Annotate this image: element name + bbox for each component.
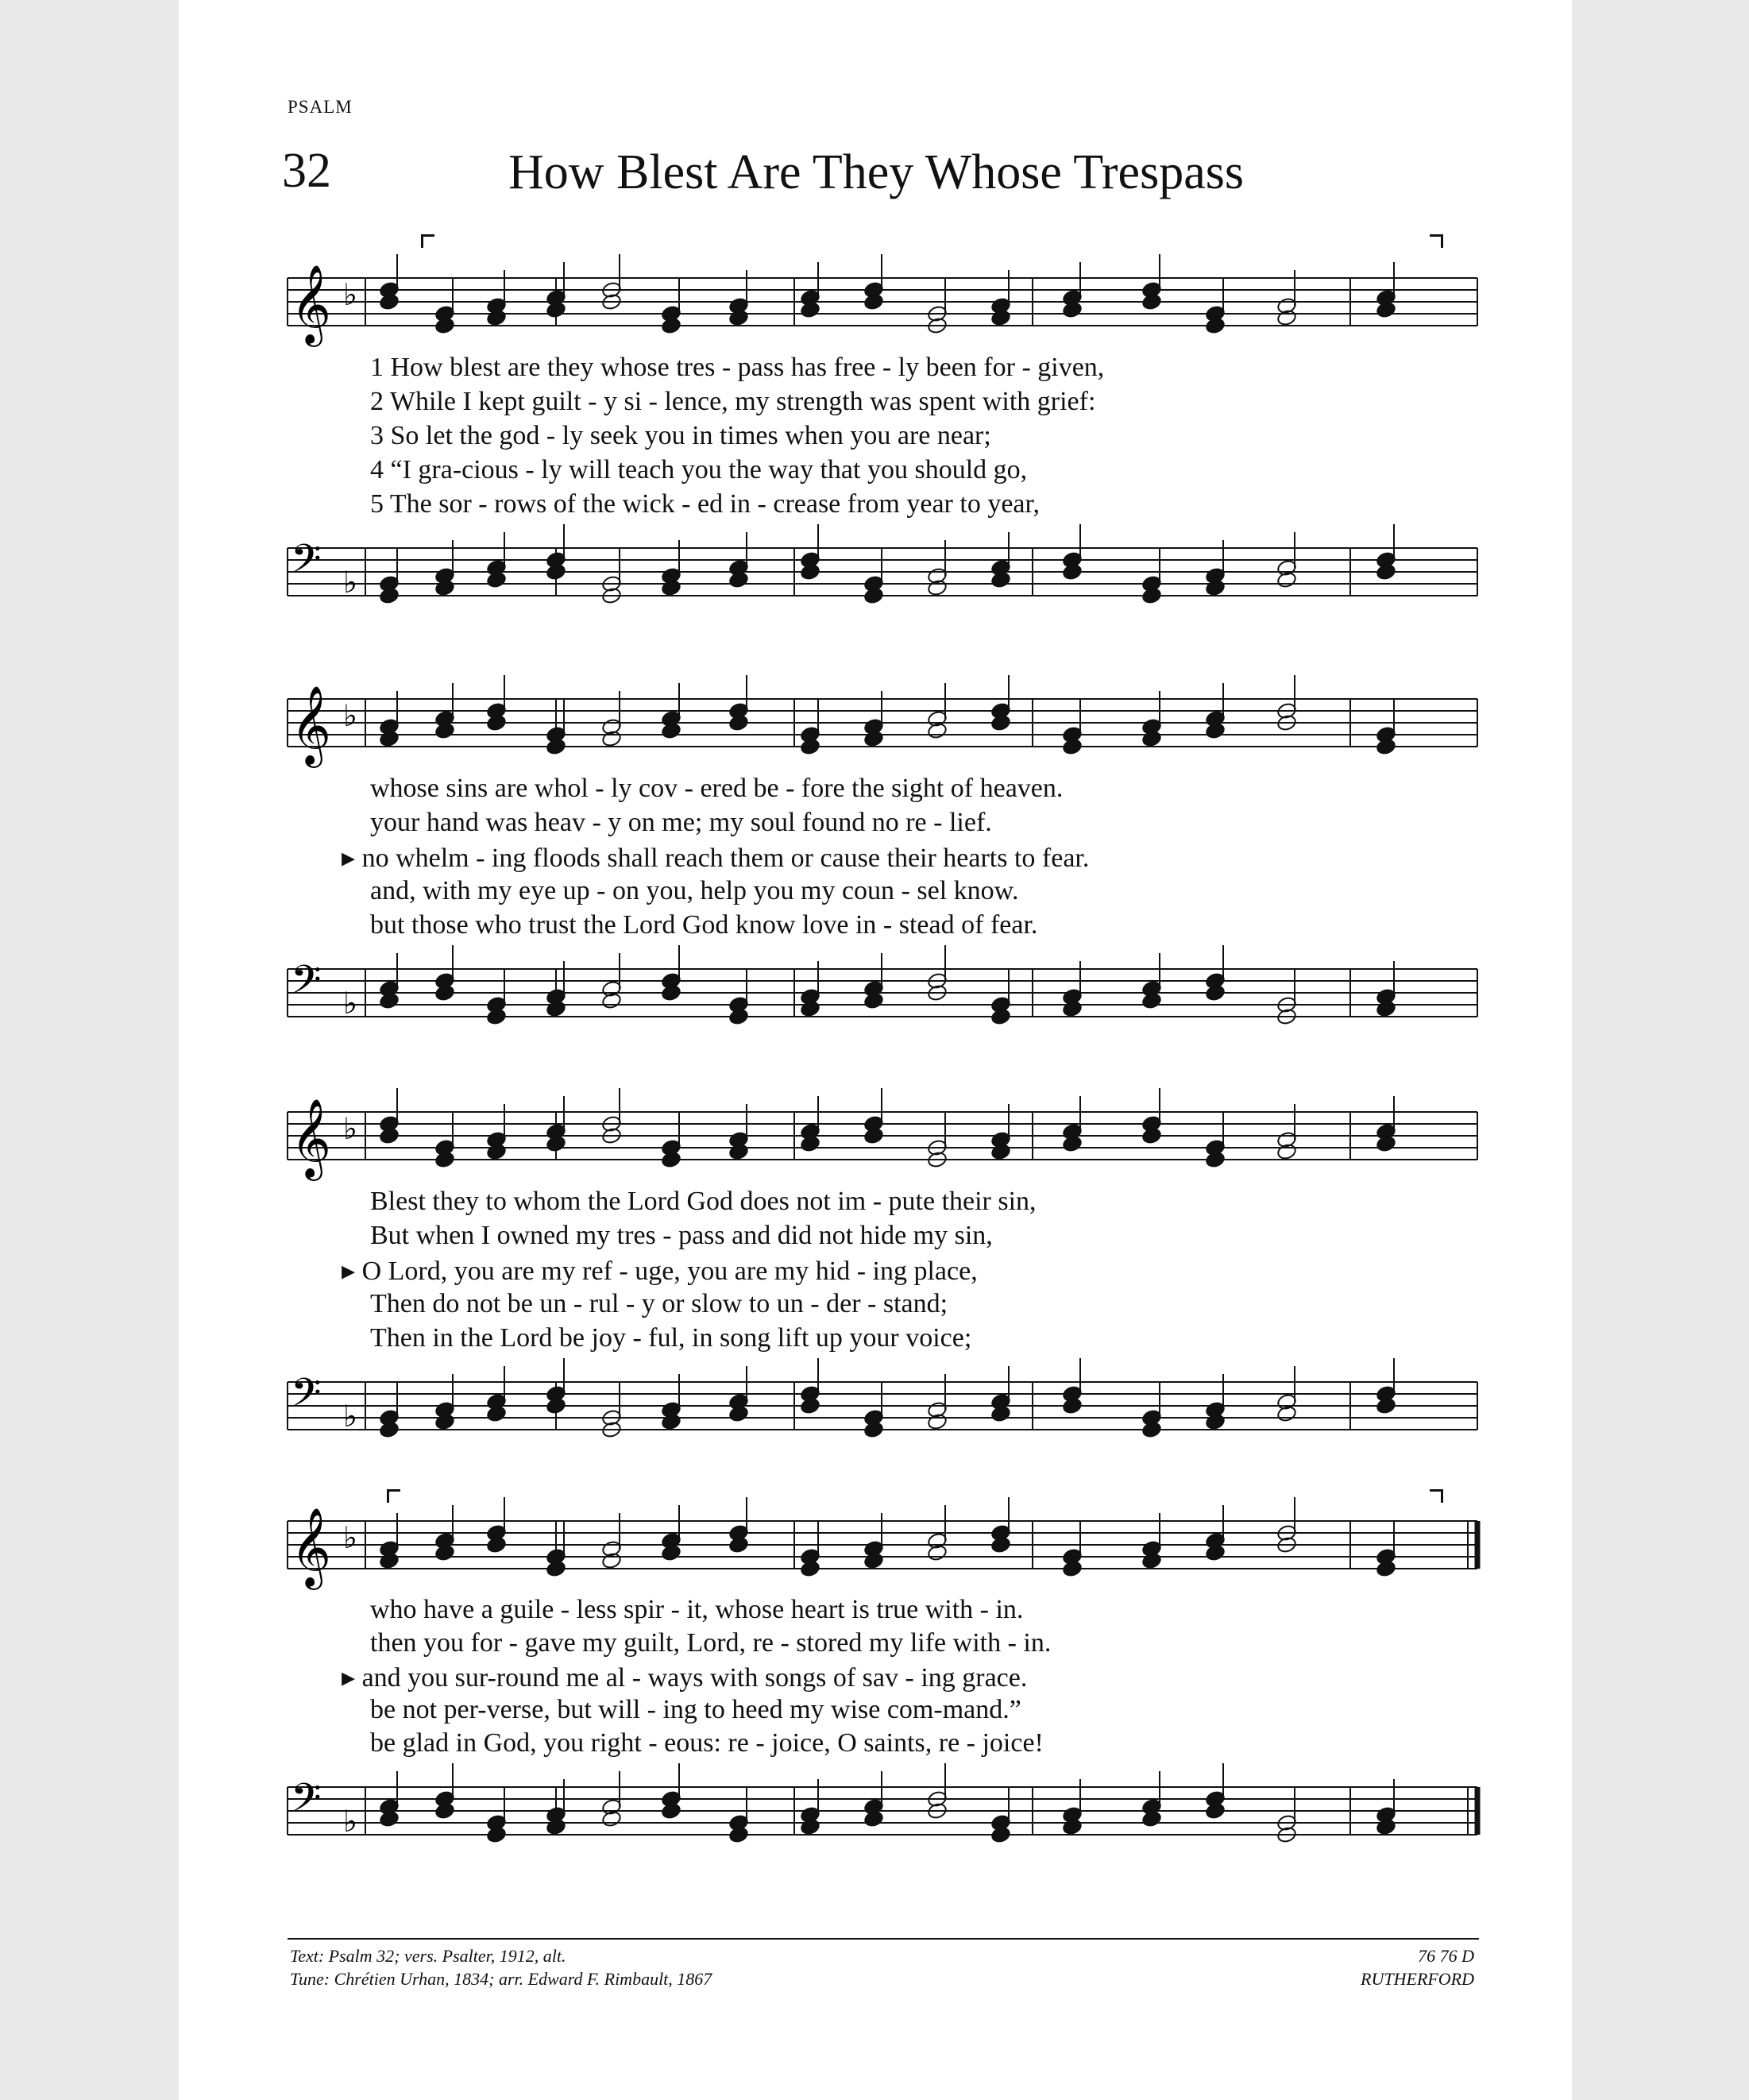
key-signature-flat-icon: ♭	[343, 277, 357, 312]
phrase-bracket-start	[387, 1489, 400, 1503]
lyric-line: Then do not be un - rul - y or slow to un - der - stand;	[370, 1289, 948, 1318]
key-signature-flat-icon: ♭	[343, 1804, 357, 1839]
psalm-label: PSALM	[288, 97, 353, 117]
bass-clef-icon: 𝄢	[291, 957, 322, 1013]
lyric-line: 5 The sor - rows of the wick - ed in - crease from year to year,	[370, 489, 1040, 519]
text-credit: Text: Psalm 32; vers. Psalter, 1912, alt.	[290, 1946, 566, 1966]
bass-clef-icon: 𝄢	[291, 536, 322, 592]
lyric-line: and, with my eye up - on you, help you my coun - sel know.	[370, 876, 1019, 905]
footer-divider	[288, 1938, 1479, 1940]
bass-clef-icon: 𝄢	[291, 1370, 322, 1426]
key-signature-flat-icon: ♭	[343, 565, 357, 600]
treble-clef-icon: 𝄞	[291, 264, 331, 344]
bass-staff-system-4	[0, 1771, 1749, 1882]
bass-staff-system-3	[0, 1366, 1749, 1477]
lyric-line: Blest they to whom the Lord God does not im - pute their sin,	[370, 1187, 1037, 1216]
key-signature-flat-icon: ♭	[343, 698, 357, 733]
treble-clef-icon: 𝄞	[291, 1098, 331, 1178]
key-signature-flat-icon: ♭	[343, 1399, 357, 1434]
lyric-line: who have a guile - less spir - it, whose heart is true with - in.	[370, 1595, 1024, 1624]
lyric-line: whose sins are whol - ly cov - ered be - fore the sight of heaven.	[370, 774, 1064, 803]
tune-name: RUTHERFORD	[1361, 1969, 1474, 1989]
tune-credit: Tune: Chrétien Urhan, 1834; arr. Edward F. Rimbault, 1867	[290, 1969, 712, 1989]
lyric-line: 4 “I gra-cious - ly will teach you the way that you should go,	[370, 455, 1028, 484]
treble-clef-icon: 𝄞	[291, 1507, 331, 1587]
meter: 76 76 D	[1418, 1946, 1474, 1966]
lyric-line: But when I owned my tres - pass and did not hide my sin,	[370, 1221, 993, 1250]
psalm-number: 32	[282, 144, 331, 198]
bass-staff-system-1	[0, 532, 1749, 643]
lyric-line: then you for - gave my guilt, Lord, re - stored my life with - in.	[370, 1628, 1052, 1658]
lyric-line: be glad in God, you right - eous: re - joice, O saints, re - joice!	[370, 1728, 1044, 1758]
bass-clef-icon: 𝄢	[291, 1775, 322, 1831]
phrase-bracket-start	[421, 234, 434, 248]
lyric-line: your hand was heav - y on me; my soul found no re - lief.	[370, 808, 992, 837]
lyric-line: 1 How blest are they whose tres - pass has free - ly been for - given,	[370, 353, 1105, 382]
lyric-line: Then in the Lord be joy - ful, in song lift up your voice;	[370, 1323, 972, 1353]
bass-staff-system-2	[0, 953, 1749, 1064]
phrase-bracket-end	[1430, 234, 1443, 248]
lyric-line: but those who trust the Lord God know love in - stead of fear.	[370, 910, 1038, 940]
phrase-bracket-end	[1430, 1489, 1443, 1503]
lyric-line: ▸ and you sur-round me al - ways with songs of sav - ing grace.	[342, 1663, 1028, 1693]
key-signature-flat-icon: ♭	[343, 986, 357, 1021]
lyric-line: 2 While I kept guilt - y si - lence, my strength was spent with grief:	[370, 387, 1096, 416]
lyric-line: ▸ no whelm - ing floods shall reach them or cause their hearts to fear.	[342, 843, 1090, 873]
key-signature-flat-icon: ♭	[343, 1520, 357, 1555]
key-signature-flat-icon: ♭	[343, 1111, 357, 1146]
treble-clef-icon: 𝄞	[291, 685, 331, 765]
lyric-line: be not per-verse, but will - ing to heed my wise com-mand.”	[370, 1695, 1021, 1724]
hymn-title: How Blest Are They Whose Trespass	[508, 145, 1244, 199]
lyric-line: ▸ O Lord, you are my ref - uge, you are my hid - ing place,	[342, 1257, 978, 1286]
lyric-line: 3 So let the god - ly seek you in times when you are near;	[370, 421, 991, 450]
